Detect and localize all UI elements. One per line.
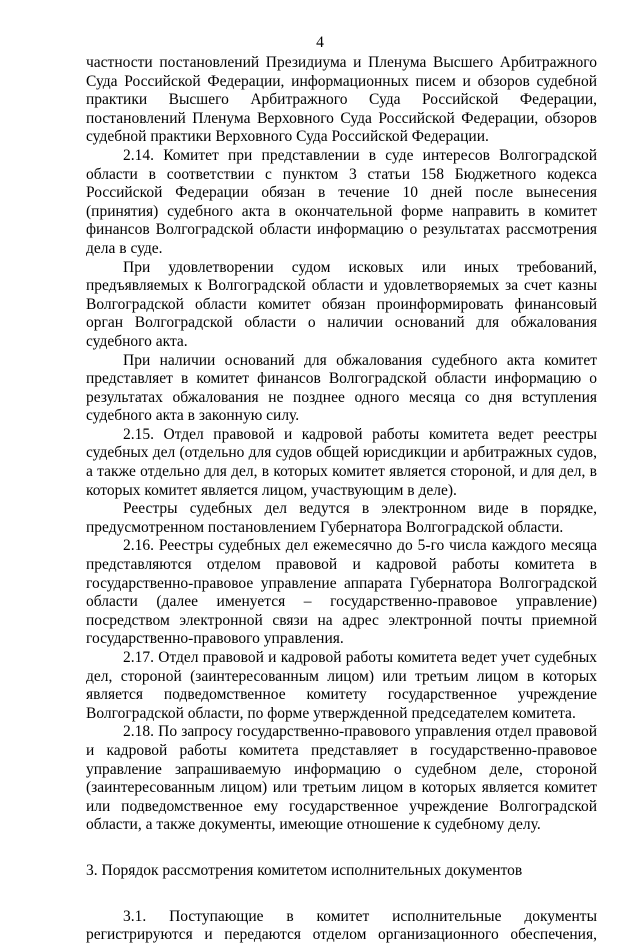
section-heading: 3. Порядок рассмотрения комитетом исполнительных документов	[86, 861, 523, 879]
paragraph-2-14-satisfaction: При удовлетворении судом исковых или иных требований, предъявляемых к Волгоградской области и удовлетворяемых за счет казны Волгоградской области комитет обязан проинформировать финансовый орган Волгоградской области о наличии оснований для обжалования судебного акта.	[86, 258, 597, 350]
paragraph-2-15: 2.15. Отдел правовой и кадровой работы комитета ведет реестры судебных дел (отдельно для судов общей юрисдикции и арбитражных судов, а также отдельно для дел, в которых комитет является стороной, и для дел, в которых комитет является лицом, участвующим в деле).	[86, 425, 597, 499]
paragraph-3-1: 3.1. Поступающие в комитет исполнительные документы регистрируются и передаются отделом организационного обеспечения,	[86, 907, 597, 944]
paragraph-2-14: 2.14. Комитет при представлении в суде интересов Волгоградской области в соответствии с пунктом 3 статьи 158 Бюджетного кодекса Российской Федерации обязан в течение 10 дней после вынесения (принятия) судебного акта в окончательной форме направить в комитет финансов Волгоградской области информацию о результатах рассмотрения дела в суде.	[86, 146, 597, 257]
paragraph-2-15-registers: Реестры судебных дел ведутся в электронном виде в порядке, предусмотренном постановлением Губернатора Волгоградской области.	[86, 500, 597, 536]
paragraph-2-17: 2.17. Отдел правовой и кадровой работы комитета ведет учет судебных дел, стороной (заинтересованным лицом) или третьим лицом в которых является подведомственное комитету государственное учреждение Волгоградской области, по форме утвержденной председателем комитета.	[86, 649, 597, 722]
paragraph-2-14-appeal: При наличии оснований для обжалования судебного акта комитет представляет в комитет финансов Волгоградской области информацию о результатах обжалования не позднее одного месяца со дня вступления судебного акта в законную силу.	[86, 351, 597, 425]
document-body	[86, 54, 597, 945]
paragraph-continuation: частности постановлений Президиума и Пленума Высшего Арбитражного Суда Российской Федерации, информационных писем и обзоров судебной практики Высшего Арбитражного Суда Российской Федерации, постановлений Пленума Верховного Суда Российской Федерации, обзоров судебной практики Верховного Суда Российской Федерации.	[86, 54, 597, 146]
page-number: 4	[316, 34, 324, 51]
paragraph-2-16: 2.16. Реестры судебных дел ежемесячно до 5-го числа каждого месяца представляются отделом правовой и кадровой работы комитета в государственно-правовое управление аппарата Губернатора Волгоградской области (далее именуется – государственно-правовое управление) посредством электронной связи на адрес электронной почты приемной государственно-правового управления.	[86, 537, 597, 648]
paragraph-2-18: 2.18. По запросу государственно-правового управления отдел правовой и кадровой работы комитета представляет в государственно-правовое управление запрашиваемую информацию о судебном деле, стороной (заинтересованным лицом) или третьим лицом в которых является комитет или подведомственное ему государственное учреждение Волгоградской области, а также документы, имеющие отношение к судебному делу.	[86, 723, 597, 834]
